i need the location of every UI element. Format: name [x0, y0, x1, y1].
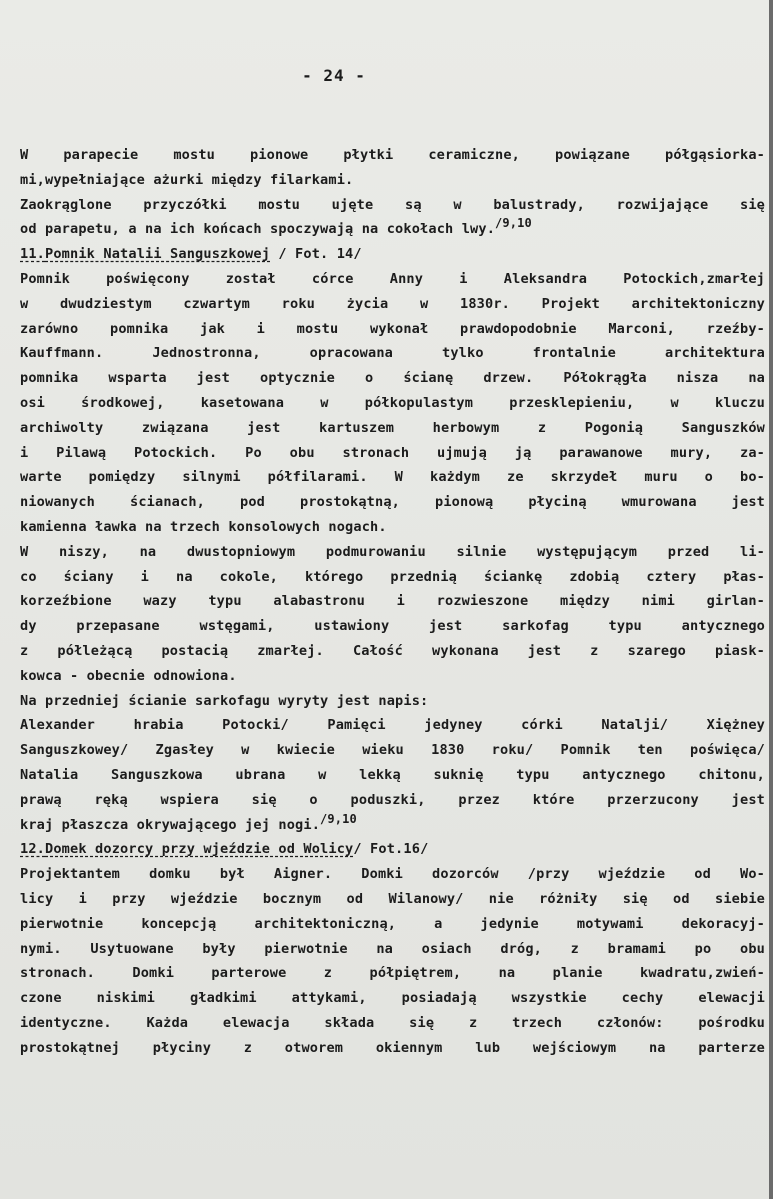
- photo-reference: / Fot. 14/: [270, 246, 362, 263]
- text-line: co ściany i na cokole, którego przednią ściankę zdobią cztery płas-: [20, 568, 765, 585]
- text-line: zarówno pomnika jak i mostu wykonał prawdopodobnie Marconi, rzeźby-: [20, 320, 765, 337]
- text-line: i Pilawą Potockich. Po obu stronach ujmują ją parawanowe mury, za-: [20, 444, 765, 461]
- text-line: prawą ręką wspiera się o poduszki, przez które przerzucony jest: [20, 791, 765, 808]
- text-line: Na przedniej ścianie sarkofagu wyryty jest napis:: [20, 692, 429, 709]
- text-line: mi,wypełniające ażurki między filarkami.: [20, 171, 354, 188]
- text-line: kamienna ławka na trzech konsolowych nogach.: [20, 518, 387, 535]
- text-line: osi środkowej, kasetowana w półkopulastym przesklepieniu, w kluczu: [20, 394, 765, 411]
- section-title: Pomnik Natalii Sanguszkowej: [45, 246, 271, 263]
- text-line: w dwudziestym czwartym roku życia w 1830r. Projekt architektoniczny: [20, 295, 765, 312]
- text-line: [20, 217, 765, 242]
- text-line: licy i przy wjeździe bocznym od Wilanowy/ nie różniły się od siebie: [20, 890, 765, 907]
- section-title: Domek dozorcy przy wjeździe od Wolicy: [45, 841, 354, 858]
- text-line: Sanguszkowey/ Zgasłey w kwiecie wieku 1830 roku/ Pomnik ten poświęca/: [20, 742, 765, 759]
- text-line: Zaokrąglone przyczółki mostu ujęte są w balustrady, rozwijające się: [20, 196, 765, 213]
- text-line: nymi. Usytuowane były pierwotnie na osiach dróg, z bramami po obu: [20, 940, 765, 957]
- text-line: z półleżącą postacią zmarłej. Całość wykonana jest z szarego piask-: [20, 642, 765, 659]
- text-line: warte pomiędzy silnymi półfilarami. W każdym ze skrzydeł muru o bo-: [20, 469, 765, 486]
- text-line: korzeźbione wazy typu alabastronu i rozwieszone między nimi girlan-: [20, 593, 765, 610]
- text-line: dy przepasane wstęgami, ustawiony jest sarkofag typu antycznego: [20, 618, 765, 635]
- text-line: kowca - obecnie odnowiona.: [20, 667, 237, 684]
- text-line: Alexander hrabia Potocki/ Pamięci jedyney córki Natalji/ Xiężney: [20, 717, 765, 734]
- text-line: pomnika wsparta jest optycznie o ścianę drzew. Półokrągła nisza na: [20, 370, 765, 387]
- text-line: W parapecie mostu pionowe płytki ceramiczne, powiązane półgąsiorka-: [20, 147, 765, 163]
- text-line: czone niskimi gładkimi attykami, posiadają wszystkie cechy elewacji: [20, 990, 765, 1007]
- footnote-reference: /9,10: [320, 811, 357, 826]
- text-line: Projektantem domku był Aigner. Domki dozorców /przy wjeździe od Wo-: [20, 866, 765, 883]
- text-line-content: kraj płaszcza okrywającego jej nogi.: [20, 816, 321, 833]
- text-line: pierwotnie koncepcją architektoniczną, a jedynie motywami dekoracyj-: [20, 915, 765, 932]
- text-line: niowanych ścianach, pod prostokątną, pionową płyciną wmurowana jest: [20, 494, 765, 511]
- section-heading-12: [20, 837, 765, 862]
- scan-edge-shadow: [769, 0, 773, 1199]
- text-line: [20, 813, 765, 838]
- text-line: Kauffmann. Jednostronna, opracowana tylko frontalnie architektura: [20, 345, 765, 362]
- section-heading-11: [20, 242, 765, 267]
- section-number: 11.: [20, 246, 46, 263]
- text-line: Natalia Sanguszkowa ubrana w lekką suknię typu antycznego chitonu,: [20, 766, 765, 783]
- text-line: archiwolty związana jest kartuszem herbowym z Pogonią Sanguszków: [20, 419, 765, 436]
- photo-reference: / Fot.16/: [353, 841, 429, 858]
- text-line: identyczne. Każda elewacja składa się z trzech członów: pośrodku: [20, 1014, 765, 1031]
- text-line: stronach. Domki parterowe z półpiętrem, na planie kwadratu,zwień-: [20, 965, 765, 982]
- page-number: - 24 -: [302, 66, 366, 85]
- text-line: prostokątnej płyciny z otworem okiennym lub wejściowym na parterze: [20, 1039, 765, 1056]
- text-line: W niszy, na dwustopniowym podmurowaniu silnie występującym przed li-: [20, 543, 765, 560]
- text-line-content: od parapetu, a na ich końcach spoczywają na cokołach lwy.: [20, 221, 496, 238]
- footnote-reference: /9,10: [495, 216, 532, 231]
- section-number: 12.: [20, 841, 46, 858]
- page-body: [20, 143, 765, 1060]
- text-line: Pomnik poświęcony został córce Anny i Aleksandra Potockich,zmarłej: [20, 270, 765, 287]
